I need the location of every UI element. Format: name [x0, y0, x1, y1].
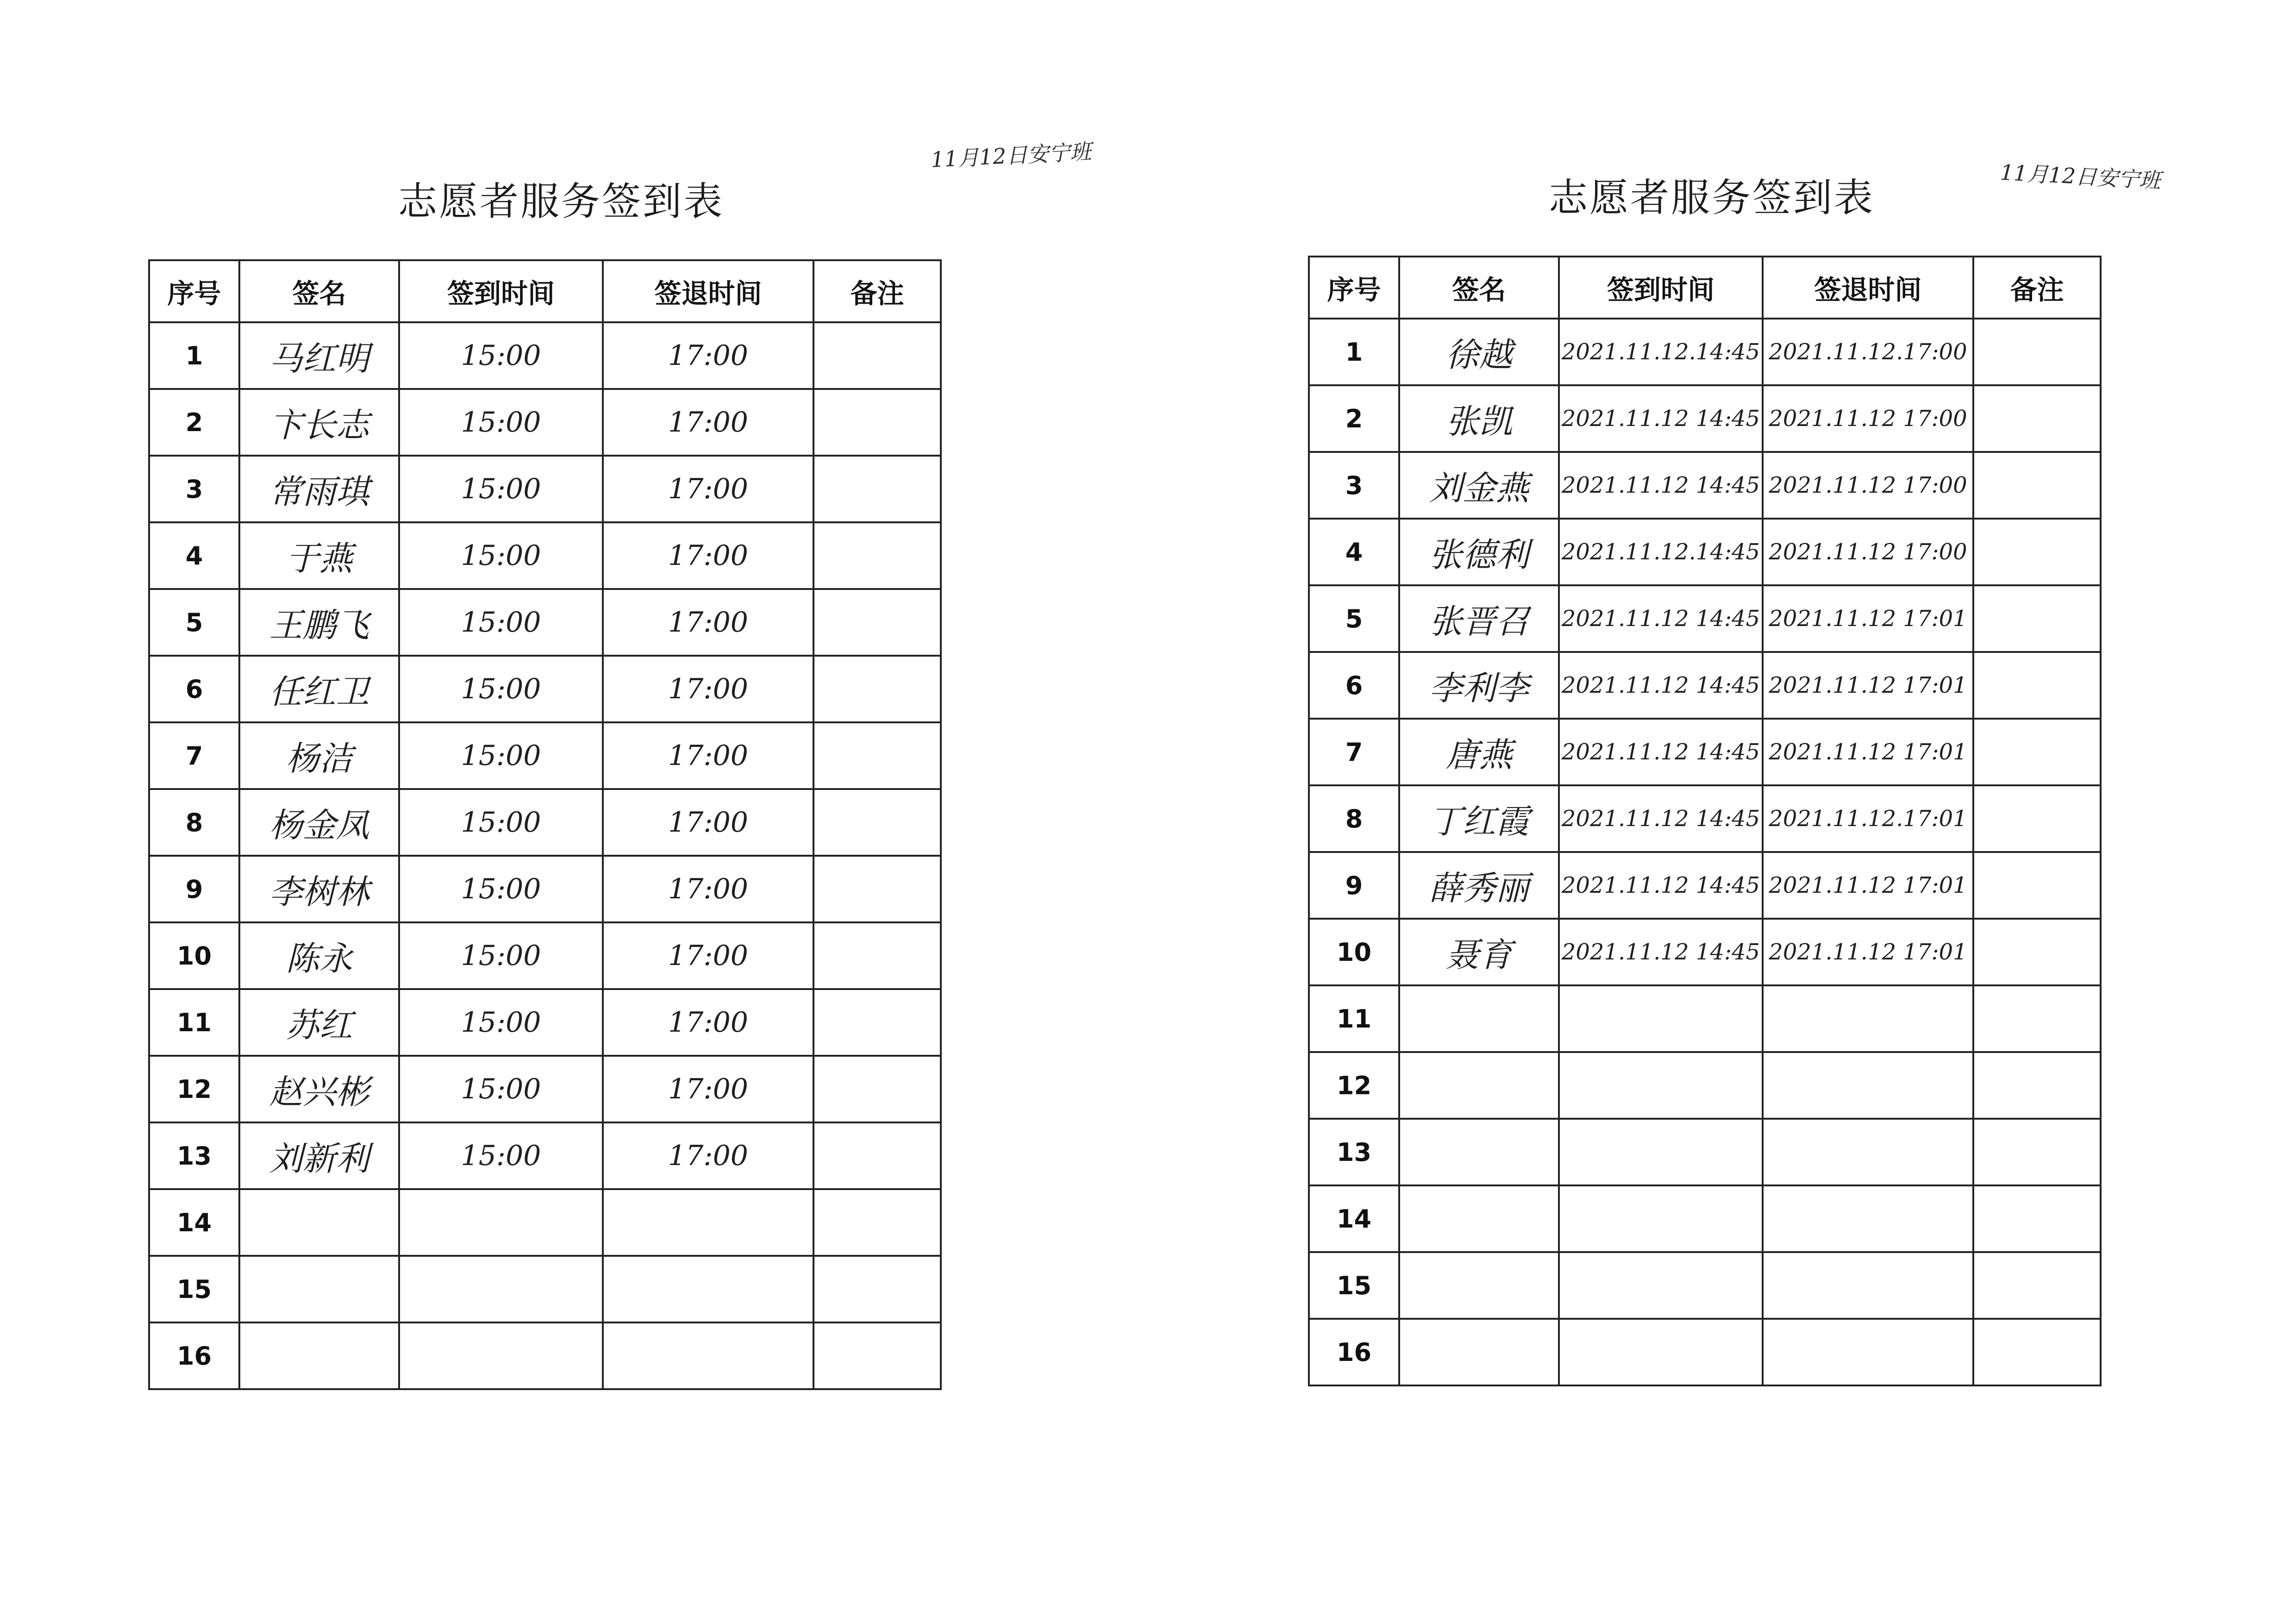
row-number: 2 [149, 389, 239, 456]
table-row [1309, 452, 2101, 519]
row-number: 15 [1309, 1252, 1399, 1319]
row-number: 5 [1309, 585, 1399, 652]
checkout-time-cell [1763, 985, 1973, 1052]
checkin-time-cell: 2021.11.12 14:45 [1559, 852, 1763, 919]
table-row [149, 789, 941, 856]
remark-cell [1973, 319, 2101, 385]
row-number: 14 [149, 1189, 239, 1256]
row-number: 13 [149, 1122, 239, 1189]
signature-cell: 唐燕 [1399, 719, 1559, 785]
remark-cell [1973, 919, 2101, 985]
row-number: 8 [1309, 785, 1399, 852]
table-body [149, 322, 941, 1389]
checkin-time-cell: 2021.11.12.14:45 [1559, 519, 1763, 585]
checkin-time-cell [1559, 1185, 1763, 1252]
signature-cell: 陈永 [239, 922, 399, 989]
checkout-time-cell: 17:00 [603, 856, 813, 922]
table-row [1309, 319, 2101, 385]
row-number: 7 [149, 722, 239, 789]
signature-cell: 李树林 [239, 856, 399, 922]
signature-cell: 任红卫 [239, 656, 399, 722]
checkin-time-cell: 2021.11.12 14:45 [1559, 719, 1763, 785]
signature-cell: 张德利 [1399, 519, 1559, 585]
remark-cell [1973, 719, 2101, 785]
checkin-time-cell [1559, 1119, 1763, 1185]
remark-cell [813, 1256, 941, 1322]
checkout-time-cell: 2021.11.12 17:00 [1763, 519, 1973, 585]
row-number: 12 [1309, 1052, 1399, 1119]
checkout-time-cell: 17:00 [603, 522, 813, 589]
remark-cell [1973, 385, 2101, 452]
remark-cell [1973, 452, 2101, 519]
remark-cell [813, 989, 941, 1056]
checkout-time-cell: 2021.11.12.17:01 [1763, 785, 1973, 852]
remark-cell [1973, 1252, 2101, 1319]
signature-cell [1399, 1319, 1559, 1385]
remark-cell [1973, 1052, 2101, 1119]
table-row [149, 1056, 941, 1122]
header-seq: 序号 [149, 260, 239, 322]
table-row [1309, 1252, 2101, 1319]
page-title: 志愿者服务签到表 [1549, 175, 1875, 220]
signature-cell: 苏红 [239, 989, 399, 1056]
remark-cell [1973, 852, 2101, 919]
checkin-time-cell: 2021.11.12.14:45 [1559, 319, 1763, 385]
remark-cell [1973, 585, 2101, 652]
row-number: 12 [149, 1056, 239, 1122]
sign-in-table [148, 259, 942, 1390]
table-header-row [1309, 257, 2101, 319]
checkin-time-cell [399, 1189, 603, 1256]
signature-cell [239, 1256, 399, 1322]
checkin-time-cell: 15:00 [399, 856, 603, 922]
row-number: 10 [1309, 919, 1399, 985]
checkin-time-cell: 15:00 [399, 522, 603, 589]
header-signature: 签名 [1399, 257, 1559, 319]
row-number: 2 [1309, 385, 1399, 452]
table-row [149, 322, 941, 389]
checkin-time-cell [399, 1322, 603, 1389]
checkin-time-cell [1559, 1252, 1763, 1319]
signature-cell: 杨洁 [239, 722, 399, 789]
table-row [1309, 785, 2101, 852]
signature-cell: 马红明 [239, 322, 399, 389]
remark-cell [1973, 652, 2101, 719]
checkin-time-cell: 15:00 [399, 1122, 603, 1189]
remark-cell [813, 1056, 941, 1122]
checkin-time-cell: 2021.11.12 14:45 [1559, 652, 1763, 719]
remark-cell [813, 656, 941, 722]
checkin-time-cell: 15:00 [399, 456, 603, 522]
checkin-time-cell: 15:00 [399, 722, 603, 789]
table-row [1309, 919, 2101, 985]
table-row [149, 389, 941, 456]
checkout-time-cell: 2021.11.12 17:01 [1763, 652, 1973, 719]
table-row [1309, 1185, 2101, 1252]
table-row [1309, 385, 2101, 452]
remark-cell [813, 456, 941, 522]
row-number: 3 [149, 456, 239, 522]
row-number: 9 [149, 856, 239, 922]
checkin-time-cell: 15:00 [399, 989, 603, 1056]
checkout-time-cell: 2021.11.12.17:00 [1763, 319, 1973, 385]
signature-cell: 张晋召 [1399, 585, 1559, 652]
signature-cell: 张凯 [1399, 385, 1559, 452]
signature-cell: 卞长志 [239, 389, 399, 456]
sign-in-sheet-right [1148, 0, 2296, 1623]
table-row [1309, 1052, 2101, 1119]
header-seq: 序号 [1309, 257, 1399, 319]
signature-cell: 于燕 [239, 522, 399, 589]
header-signature: 签名 [239, 260, 399, 322]
checkout-time-cell: 17:00 [603, 589, 813, 656]
checkin-time-cell [399, 1256, 603, 1322]
remark-cell [1973, 1319, 2101, 1385]
checkout-time-cell: 17:00 [603, 1056, 813, 1122]
remark-cell [1973, 985, 2101, 1052]
checkout-time-cell: 17:00 [603, 322, 813, 389]
signature-cell [1399, 985, 1559, 1052]
row-number: 3 [1309, 452, 1399, 519]
signature-cell: 刘新利 [239, 1122, 399, 1189]
checkout-time-cell [603, 1322, 813, 1389]
table-row [1309, 1119, 2101, 1185]
table-row [1309, 719, 2101, 785]
row-number: 13 [1309, 1119, 1399, 1185]
checkin-time-cell [1559, 1052, 1763, 1119]
signature-cell [239, 1189, 399, 1256]
checkout-time-cell: 2021.11.12 17:01 [1763, 852, 1973, 919]
checkout-time-cell: 17:00 [603, 989, 813, 1056]
row-number: 15 [149, 1256, 239, 1322]
checkout-time-cell [603, 1256, 813, 1322]
table-row [149, 522, 941, 589]
table-row [1309, 985, 2101, 1052]
signature-cell [1399, 1252, 1559, 1319]
table-row [149, 456, 941, 522]
table-body [1309, 319, 2101, 1385]
sign-in-table [1308, 256, 2102, 1386]
header-checkin-time: 签到时间 [1559, 257, 1763, 319]
signature-cell [239, 1322, 399, 1389]
checkout-time-cell [1763, 1119, 1973, 1185]
remark-cell [813, 789, 941, 856]
handwritten-date-note: 11月12日安宁班 [1999, 159, 2162, 194]
row-number: 6 [149, 656, 239, 722]
row-number: 10 [149, 922, 239, 989]
signature-cell: 李利李 [1399, 652, 1559, 719]
checkin-time-cell: 15:00 [399, 789, 603, 856]
handwritten-date-note: 11月12日安宁班 [930, 138, 1092, 173]
row-number: 8 [149, 789, 239, 856]
checkout-time-cell: 2021.11.12 17:00 [1763, 452, 1973, 519]
remark-cell [1973, 519, 2101, 585]
row-number: 11 [149, 989, 239, 1056]
table-row [149, 1256, 941, 1322]
checkin-time-cell: 15:00 [399, 389, 603, 456]
checkin-time-cell [1559, 1319, 1763, 1385]
page-title: 志愿者服务签到表 [398, 179, 725, 224]
signature-cell: 薛秀丽 [1399, 852, 1559, 919]
row-number: 14 [1309, 1185, 1399, 1252]
row-number: 1 [149, 322, 239, 389]
table-row [1309, 652, 2101, 719]
table-row [149, 656, 941, 722]
signature-cell: 刘金燕 [1399, 452, 1559, 519]
remark-cell [813, 1189, 941, 1256]
remark-cell [1973, 1185, 2101, 1252]
remark-cell [813, 856, 941, 922]
checkin-time-cell: 2021.11.12 14:45 [1559, 385, 1763, 452]
checkin-time-cell: 2021.11.12 14:45 [1559, 919, 1763, 985]
checkin-time-cell: 15:00 [399, 322, 603, 389]
checkout-time-cell: 17:00 [603, 456, 813, 522]
row-number: 9 [1309, 852, 1399, 919]
checkout-time-cell: 2021.11.12 17:01 [1763, 919, 1973, 985]
signature-cell: 丁红霞 [1399, 785, 1559, 852]
table-row [149, 922, 941, 989]
checkin-time-cell: 15:00 [399, 922, 603, 989]
checkout-time-cell: 17:00 [603, 656, 813, 722]
signature-cell [1399, 1052, 1559, 1119]
remark-cell [1973, 1119, 2101, 1185]
header-remark: 备注 [1973, 257, 2101, 319]
remark-cell [1973, 785, 2101, 852]
remark-cell [813, 922, 941, 989]
checkout-time-cell [1763, 1185, 1973, 1252]
table-row [149, 856, 941, 922]
table-header-row [149, 260, 941, 322]
table-row [149, 722, 941, 789]
checkout-time-cell: 17:00 [603, 922, 813, 989]
row-number: 4 [1309, 519, 1399, 585]
row-number: 16 [1309, 1319, 1399, 1385]
checkout-time-cell: 2021.11.12 17:01 [1763, 719, 1973, 785]
table-row [149, 1122, 941, 1189]
checkin-time-cell: 15:00 [399, 589, 603, 656]
table-row [1309, 1319, 2101, 1385]
signature-cell: 常雨琪 [239, 456, 399, 522]
remark-cell [813, 722, 941, 789]
table-row [1309, 585, 2101, 652]
header-remark: 备注 [813, 260, 941, 322]
checkin-time-cell: 15:00 [399, 656, 603, 722]
row-number: 6 [1309, 652, 1399, 719]
signature-cell: 聂育 [1399, 919, 1559, 985]
row-number: 11 [1309, 985, 1399, 1052]
checkout-time-cell: 17:00 [603, 1122, 813, 1189]
signature-cell: 徐越 [1399, 319, 1559, 385]
signature-cell [1399, 1119, 1559, 1185]
checkout-time-cell [1763, 1252, 1973, 1319]
signature-cell: 王鹏飞 [239, 589, 399, 656]
checkout-time-cell: 17:00 [603, 789, 813, 856]
remark-cell [813, 1322, 941, 1389]
signature-cell: 赵兴彬 [239, 1056, 399, 1122]
header-checkout-time: 签退时间 [603, 260, 813, 322]
table-row [149, 589, 941, 656]
header-checkout-time: 签退时间 [1763, 257, 1973, 319]
checkin-time-cell: 2021.11.12 14:45 [1559, 785, 1763, 852]
checkout-time-cell: 2021.11.12 17:01 [1763, 585, 1973, 652]
checkout-time-cell [1763, 1319, 1973, 1385]
checkout-time-cell: 17:00 [603, 722, 813, 789]
signature-cell: 杨金凤 [239, 789, 399, 856]
checkout-time-cell [1763, 1052, 1973, 1119]
remark-cell [813, 1122, 941, 1189]
checkout-time-cell [603, 1189, 813, 1256]
remark-cell [813, 322, 941, 389]
checkout-time-cell: 17:00 [603, 389, 813, 456]
row-number: 5 [149, 589, 239, 656]
row-number: 16 [149, 1322, 239, 1389]
table-row [1309, 519, 2101, 585]
checkin-time-cell: 2021.11.12 14:45 [1559, 585, 1763, 652]
header-checkin-time: 签到时间 [399, 260, 603, 322]
checkin-time-cell [1559, 985, 1763, 1052]
checkin-time-cell: 2021.11.12 14:45 [1559, 452, 1763, 519]
checkout-time-cell: 2021.11.12 17:00 [1763, 385, 1973, 452]
checkin-time-cell: 15:00 [399, 1056, 603, 1122]
row-number: 1 [1309, 319, 1399, 385]
row-number: 4 [149, 522, 239, 589]
table-row [149, 989, 941, 1056]
remark-cell [813, 589, 941, 656]
table-row [149, 1189, 941, 1256]
remark-cell [813, 522, 941, 589]
signature-cell [1399, 1185, 1559, 1252]
row-number: 7 [1309, 719, 1399, 785]
table-row [149, 1322, 941, 1389]
remark-cell [813, 389, 941, 456]
table-row [1309, 852, 2101, 919]
